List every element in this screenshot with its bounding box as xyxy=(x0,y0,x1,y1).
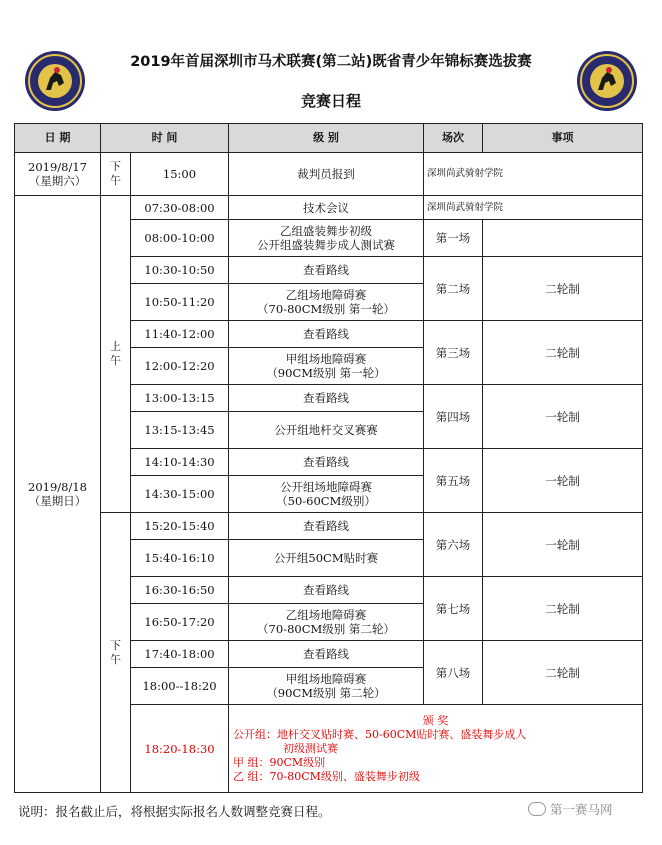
time-cell: 15:40-16:10 xyxy=(131,540,229,577)
award-cell xyxy=(229,705,643,793)
event-cell: 乙组场地障碍赛 （70-80CM级别 第一轮） xyxy=(229,284,424,321)
event-cell: 查看路线 xyxy=(229,385,424,412)
round-cell: 第六场 xyxy=(424,513,483,577)
time-cell: 14:30-15:00 xyxy=(131,476,229,513)
time-cell: 16:50-17:20 xyxy=(131,604,229,641)
col-header-level: 级 别 xyxy=(229,124,424,153)
col-header-notes: 事项 xyxy=(483,124,643,153)
note-cell xyxy=(483,220,643,257)
table-row xyxy=(15,513,643,540)
date-cell: 2019/8/17 （星期六） xyxy=(15,153,101,196)
time-cell-award: 18:20-18:30 xyxy=(131,705,229,793)
time-cell: 10:50-11:20 xyxy=(131,284,229,321)
time-cell: 12:00-12:20 xyxy=(131,348,229,385)
table-row xyxy=(15,196,643,220)
time-cell: 15:20-15:40 xyxy=(131,513,229,540)
award-line: 公开组：地杆交叉贴时赛、50-60CM贴时赛、盛装舞步成人 xyxy=(233,727,527,741)
time-cell: 11:40-12:00 xyxy=(131,321,229,348)
time-cell: 16:30-16:50 xyxy=(131,577,229,604)
round-cell: 第一场 xyxy=(424,220,483,257)
event-cell: 公开组场地障碍赛 （50-60CM级别） xyxy=(229,476,424,513)
round-cell: 第四场 xyxy=(424,385,483,449)
award-title: 颁 奖 xyxy=(422,713,449,727)
date-cell: 2019/8/18 （星期日） xyxy=(15,196,101,793)
round-cell: 第五场 xyxy=(424,449,483,513)
chat-bubble-icon xyxy=(528,802,546,816)
time-cell: 08:00-10:00 xyxy=(131,220,229,257)
note-cell: 深圳尚武骑射学院 xyxy=(424,153,643,196)
event-cell: 乙组场地障碍赛 （70-80CM级别 第二轮） xyxy=(229,604,424,641)
round-cell: 第二场 xyxy=(424,257,483,321)
event-cell: 查看路线 xyxy=(229,321,424,348)
round-cell: 第三场 xyxy=(424,321,483,385)
round-cell: 第八场 xyxy=(424,641,483,705)
document-subtitle: 竞赛日程 xyxy=(300,92,361,110)
table-row xyxy=(15,153,643,196)
note-cell: 二轮制 xyxy=(483,577,643,641)
event-cell: 查看路线 xyxy=(229,513,424,540)
event-cell: 查看路线 xyxy=(229,641,424,668)
award-line: 初级测试赛 xyxy=(283,741,338,755)
event-cell: 查看路线 xyxy=(229,449,424,476)
watermark-text: 第一赛马网 xyxy=(550,802,613,817)
time-cell: 18:00--18:20 xyxy=(131,668,229,705)
event-cell: 查看路线 xyxy=(229,257,424,284)
award-line: 乙 组：70-80CM级别、盛装舞步初级 xyxy=(233,769,420,783)
event-cell: 裁判员报到 xyxy=(229,153,424,196)
time-cell: 17:40-18:00 xyxy=(131,641,229,668)
ampm-cell: 下午 xyxy=(101,153,131,196)
watermark xyxy=(528,800,613,818)
event-cell: 公开组50CM贴时赛 xyxy=(229,540,424,577)
note-cell: 一轮制 xyxy=(483,513,643,577)
note-cell: 一轮制 xyxy=(483,449,643,513)
col-header-round: 场次 xyxy=(424,124,483,153)
time-cell: 15:00 xyxy=(131,153,229,196)
footer-note: 说明：报名截止后，将根据实际报名人数调整竞赛日程。 xyxy=(18,804,331,819)
note-cell: 二轮制 xyxy=(483,321,643,385)
event-cell: 甲组场地障碍赛 （90CM级别 第一轮） xyxy=(229,348,424,385)
note-cell: 二轮制 xyxy=(483,641,643,705)
event-cell: 公开组地杆交叉赛赛 xyxy=(229,412,424,449)
ampm-cell-am: 上午 xyxy=(101,196,131,513)
time-cell: 07:30-08:00 xyxy=(131,196,229,220)
table-header-row xyxy=(15,124,643,153)
time-cell: 13:00-13:15 xyxy=(131,385,229,412)
time-cell: 13:15-13:45 xyxy=(131,412,229,449)
note-cell: 二轮制 xyxy=(483,257,643,321)
event-cell: 甲组场地障碍赛 （90CM级别 第二轮） xyxy=(229,668,424,705)
time-cell: 10:30-10:50 xyxy=(131,257,229,284)
schedule-table xyxy=(14,123,643,793)
note-cell: 一轮制 xyxy=(483,385,643,449)
round-cell: 第七场 xyxy=(424,577,483,641)
event-cell: 乙组盛装舞步初级 公开组盛装舞步成人测试赛 xyxy=(229,220,424,257)
award-line: 甲 组：90CM级别 xyxy=(233,755,326,769)
note-cell: 深圳尚武骑射学院 xyxy=(424,196,643,220)
event-cell: 查看路线 xyxy=(229,577,424,604)
col-header-time: 时 间 xyxy=(101,124,229,153)
time-cell: 14:10-14:30 xyxy=(131,449,229,476)
col-header-date: 日 期 xyxy=(15,124,101,153)
ampm-cell-pm: 下午 xyxy=(101,513,131,793)
event-cell: 技术会议 xyxy=(229,196,424,220)
document-title: 2019年首届深圳市马术联赛(第二站)既省青少年锦标赛选拔赛 xyxy=(130,54,532,70)
